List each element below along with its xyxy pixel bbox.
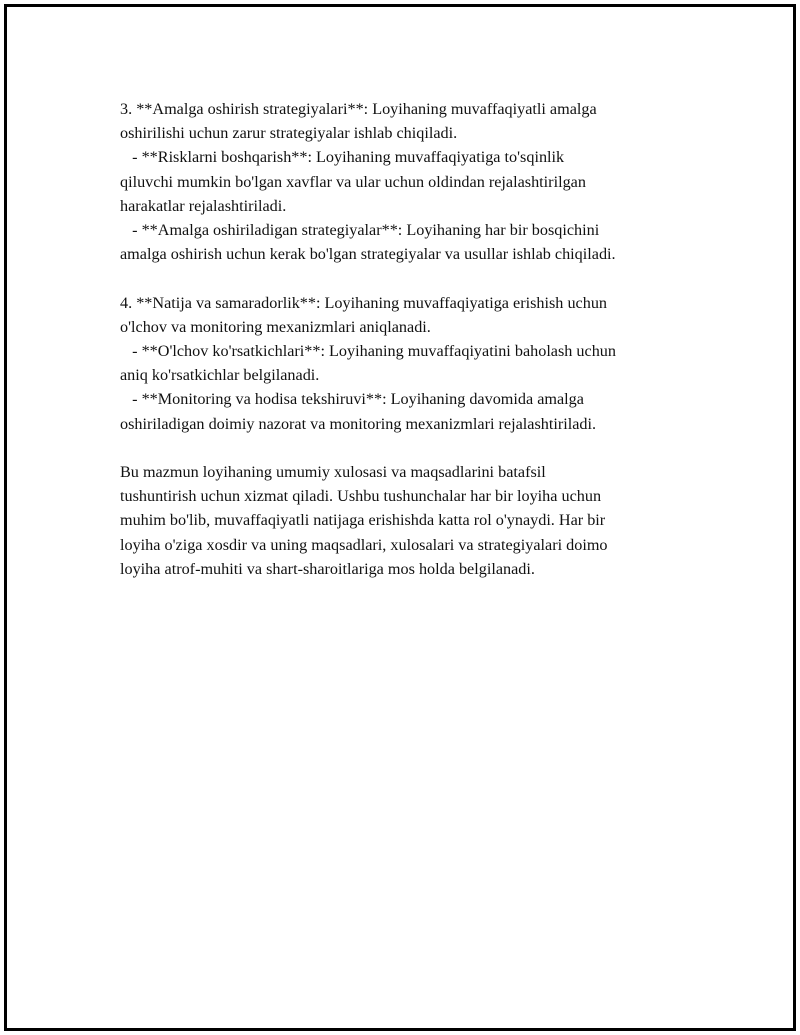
section-implementation-strategies — [120, 97, 690, 266]
text-line: - **O'lchov ko'rsatkichlari**: Loyihaning muvaffaqiyatini baholash uchun — [120, 342, 616, 361]
text-line: oshiriladigan doimiy nazorat va monitoring mexanizmlari rejalashtiriladi. — [120, 414, 597, 433]
text-line: - **Amalga oshiriladigan strategiyalar**: Loyihaning har bir bosqichini — [120, 221, 600, 240]
text-line: loyiha atrof-muhiti va shart-sharoitlariga mos holda belgilanadi. — [120, 559, 535, 578]
text-line: harakatlar rejalashtiriladi. — [120, 196, 287, 215]
text-line: 3. **Amalga oshirish strategiyalari**: Loyihaning muvaffaqiyatli amalga — [120, 100, 597, 118]
text-line: aniq ko'rsatkichlar belgilanadi. — [120, 366, 320, 385]
text-line: qiluvchi mumkin bo'lgan xavflar va ular uchun oldindan rejalashtirilgan — [120, 172, 586, 191]
text-line: Bu mazmun loyihaning umumiy xulosasi va maqsadlarini batafsil — [120, 463, 546, 482]
text-line: 4. **Natija va samaradorlik**: Loyihaning muvaffaqiyatiga erishish uchun — [120, 293, 608, 312]
text-line: o'lchov va monitoring mexanizmlari aniqlanadi. — [120, 317, 431, 336]
text-line: - **Monitoring va hodisa tekshiruvi**: Loyihaning davomida amalga — [120, 390, 584, 409]
text-line: oshirilishi uchun zarur strategiyalar ishlab chiqiladi. — [120, 124, 458, 143]
text-line: muhim bo'lib, muvaffaqiyatli natijaga erishishda katta rol o'ynaydi. Har bir — [120, 511, 606, 530]
text-line: amalga oshirish uchun kerak bo'lgan strategiyalar va usullar ishlab chiqiladi. — [120, 245, 616, 264]
document-page — [4, 4, 796, 1031]
text-line: - **Risklarni boshqarish**: Loyihaning muvaffaqiyatiga to'sqinlik — [120, 148, 565, 167]
text-line: loyiha o'ziga xosdir va uning maqsadlari, xulosalari va strategiyalari doimo — [120, 535, 608, 554]
text-line: tushuntirish uchun xizmat qiladi. Ushbu tushunchalar har bir loyiha uchun — [120, 487, 602, 506]
section-results-efficiency — [120, 291, 690, 436]
section-conclusion — [120, 460, 690, 581]
document-body — [120, 97, 690, 581]
